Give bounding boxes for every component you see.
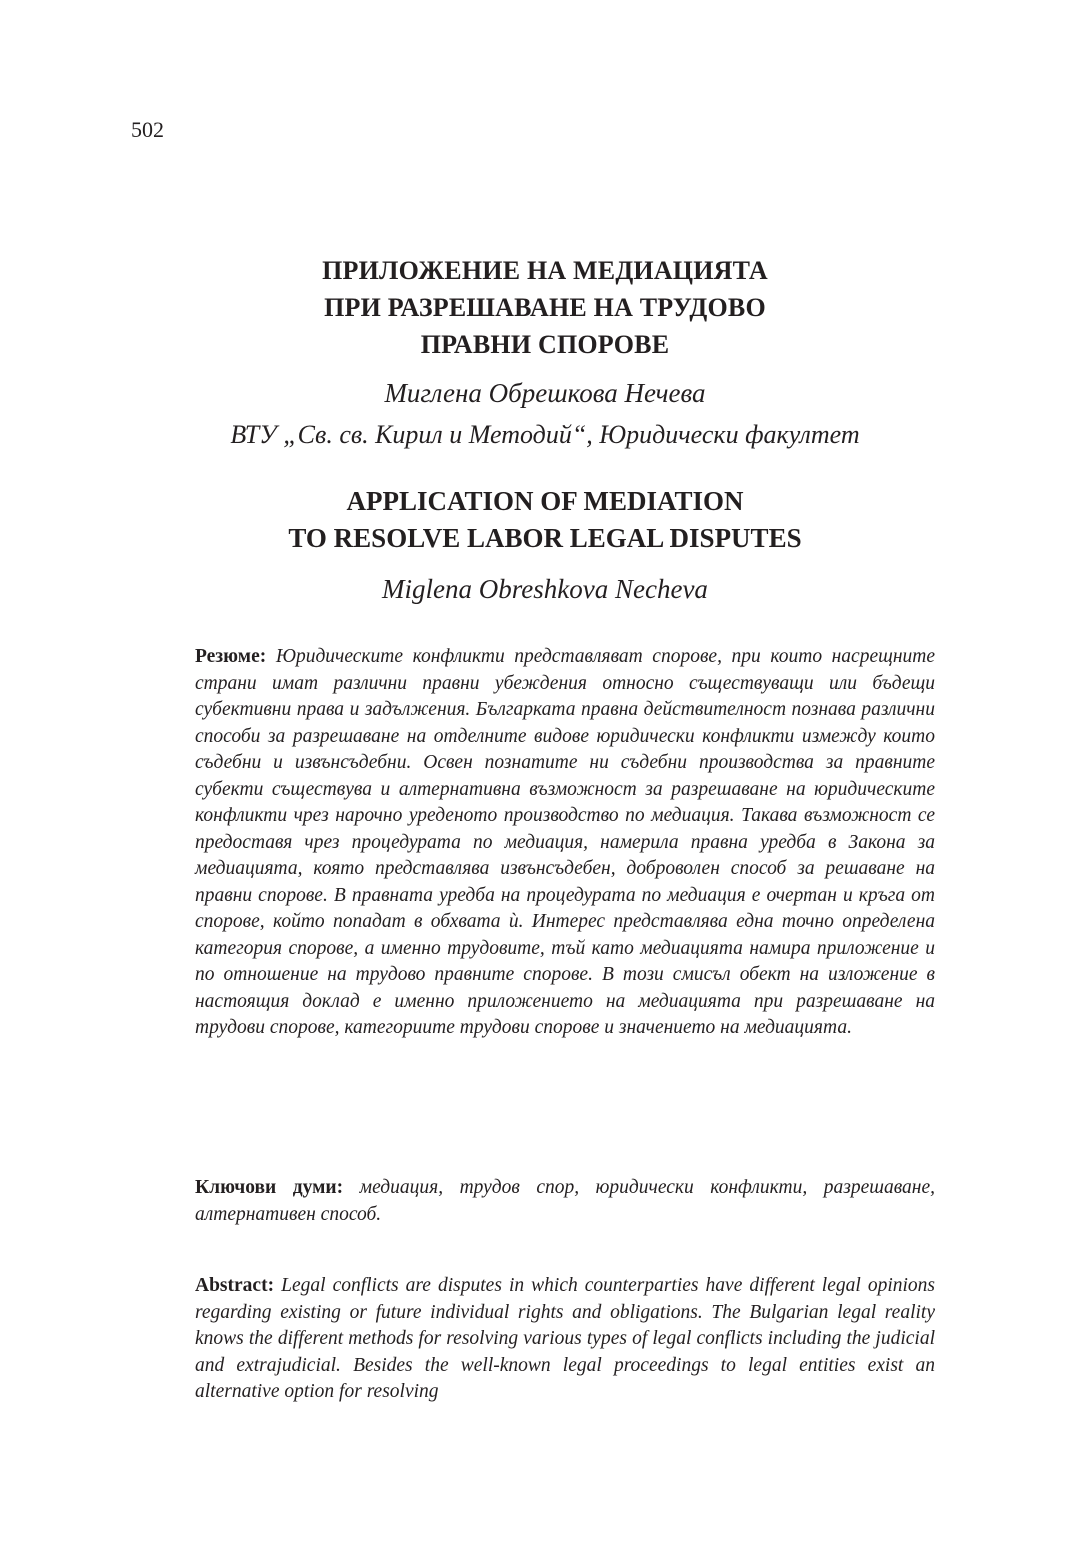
- author-affiliation: ВТУ „Св. св. Кирил и Методий“, Юридически факултет: [230, 420, 860, 449]
- title-bulgarian-line-2: ПРИ РАЗРЕШАВАНЕ НА ТРУДОВО: [324, 293, 766, 322]
- resume-text: Юридическите конфликти представляват спорове, при които насрещните страни имат различни правни убеждения относно съществуващи или бъдещи субективни права и задължения. Българката правна действителност познава различни способи за разрешаване на отделните видове юридически конфликти измежду които съдебни и извънсъдебни. Освен познатите ни съдебни производства за правните субекти съществува и алтернативна възможност за разрешаване на юридическите конфликти чрез нарочно уреденото производство по медиация. Такава възможност се предоставя чрез процедурата по медиация, намерила правна уредба в Закона за медиацията, която представлява извънсъдебен, доброволен способ за решаване на правни спорове. В правната уредба на процедурата по медиация е очертан и кръга от спорове, който попадат в обхвата ѝ. Интерес представлява една точно определена категория спорове, а именно трудовите, тъй като медиацията намира приложение и по отношение на трудово правните спорове. В този смисъл обект на изложение в настоящия доклад е именно приложението на медиацията при разрешаване на трудови спорове, категориите трудови спорове и значението на медиацията.: [195, 646, 936, 1038]
- abstract-paragraph: [195, 1273, 935, 1406]
- author-bulgarian: Миглена Обрешкова Нечева: [384, 378, 706, 408]
- title-bulgarian: [150, 252, 940, 363]
- title-english-line-2: TO RESOLVE LABOR LEGAL DISPUTES: [288, 523, 802, 553]
- keywords-text: медиация, трудов спор, юридически конфликти, разрешаване, алтернативен способ.: [195, 1177, 936, 1225]
- title-english: [150, 483, 940, 557]
- page-number: 502: [131, 117, 164, 142]
- title-bulgarian-line-3: ПРАВНИ СПОРОВЕ: [420, 330, 670, 359]
- title-english-line-1: APPLICATION OF MEDIATION: [346, 486, 744, 516]
- resume-label: Резюме:: [195, 646, 267, 667]
- resume-paragraph: [195, 644, 935, 1042]
- author-english: Miglena Obreshkova Necheva: [382, 574, 708, 604]
- keywords-label: Ключови думи:: [195, 1177, 344, 1198]
- abstract-text: Legal conflicts are disputes in which counterparties have different legal opinions regarding existing or future individual rights and obligations. The Bulgarian legal reality knows the different methods for resolving various types of legal conflicts including the judicial and extrajudicial. Besides the well-known legal proceedings to legal entities exist an alternative option for resolving: [195, 1275, 935, 1402]
- title-bulgarian-line-1: ПРИЛОЖЕНИЕ НА МЕДИАЦИЯТА: [322, 256, 768, 285]
- keywords-paragraph: [195, 1175, 935, 1228]
- abstract-label: Abstract:: [195, 1275, 275, 1296]
